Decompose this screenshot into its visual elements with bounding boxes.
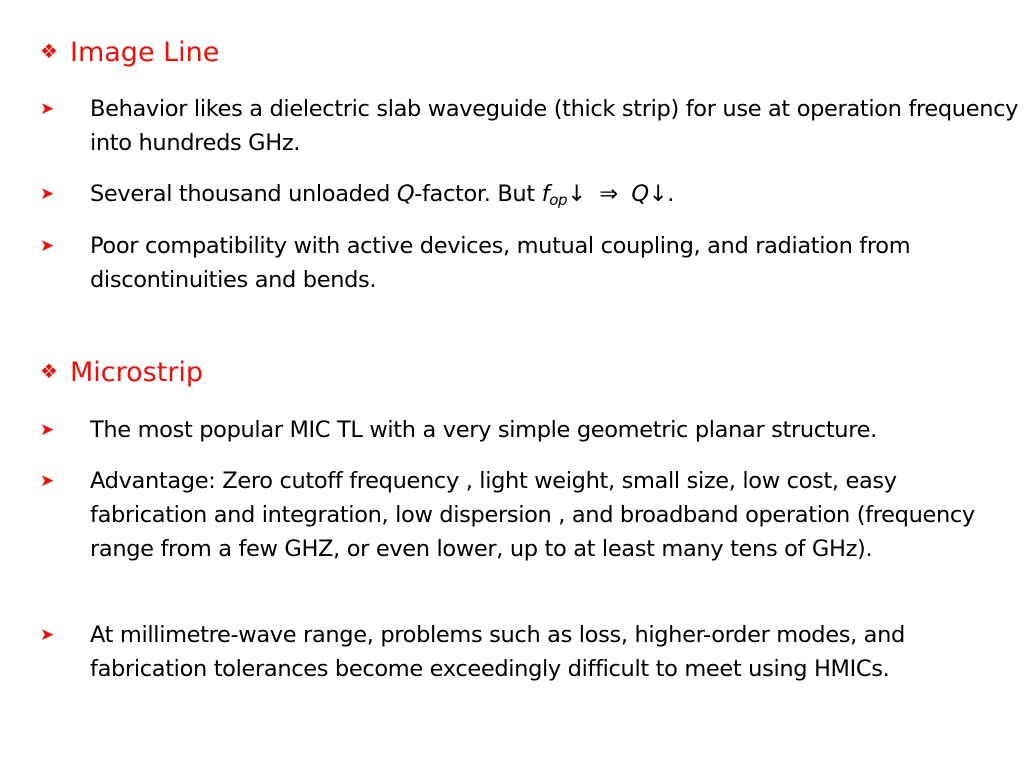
arrow-bullet-icon: ➤: [40, 471, 54, 491]
arrow-bullet-icon: ➤: [40, 420, 54, 440]
bullet-text: Behavior likes a dielectric slab waveguide (thick strip) for use at operation frequency into hundreds GHz.: [90, 96, 1019, 156]
arrow-bullet-icon: ➤: [40, 184, 54, 204]
section-title: Image Line: [70, 37, 220, 68]
list-item: [40, 464, 1020, 566]
f-subscript: op: [549, 191, 568, 209]
bullet-text: The most popular MIC TL with a very simple geometric planar structure.: [90, 417, 877, 443]
arrow-bullet-icon: ➤: [40, 625, 54, 645]
bullet-text: Poor compatibility with active devices, mutual coupling, and radiation from discontinuities and bends.: [90, 233, 911, 293]
list-item: [40, 413, 1020, 447]
bullet-text: Advantage: Zero cutoff frequency , light weight, small size, low cost, easy fabrication and integration, low dispersion , and broadband operation (frequency range from a few GHZ, or even lower, up to at least many tens of GHz).: [90, 468, 975, 562]
arrow-bullet-icon: ➤: [40, 236, 54, 256]
list-item: [40, 618, 1020, 686]
relation: ↓ ⇒: [567, 181, 632, 207]
bullet-text: At millimetre-wave range, problems such as loss, higher-order modes, and fabrication tolerances become exceedingly difficult to meet using HMICs.: [90, 622, 905, 682]
diamond-icon: ❖: [40, 39, 58, 63]
section-heading-microstrip: [40, 355, 203, 389]
q-symbol: Q: [631, 181, 649, 207]
list-item: [40, 92, 1020, 160]
f-symbol: f: [541, 181, 550, 207]
arrow-bullet-icon: ➤: [40, 99, 54, 119]
q-symbol: Q: [396, 181, 415, 207]
section-title: Microstrip: [70, 357, 204, 388]
section-heading-image-line: [40, 35, 219, 69]
list-item: [40, 177, 1020, 217]
diamond-icon: ❖: [40, 359, 58, 383]
bullet-text: Several thousand unloaded Q-factor. But $f_{op}↓$ ⇒ Q↓.: [90, 181, 675, 209]
list-item: [40, 229, 1020, 297]
